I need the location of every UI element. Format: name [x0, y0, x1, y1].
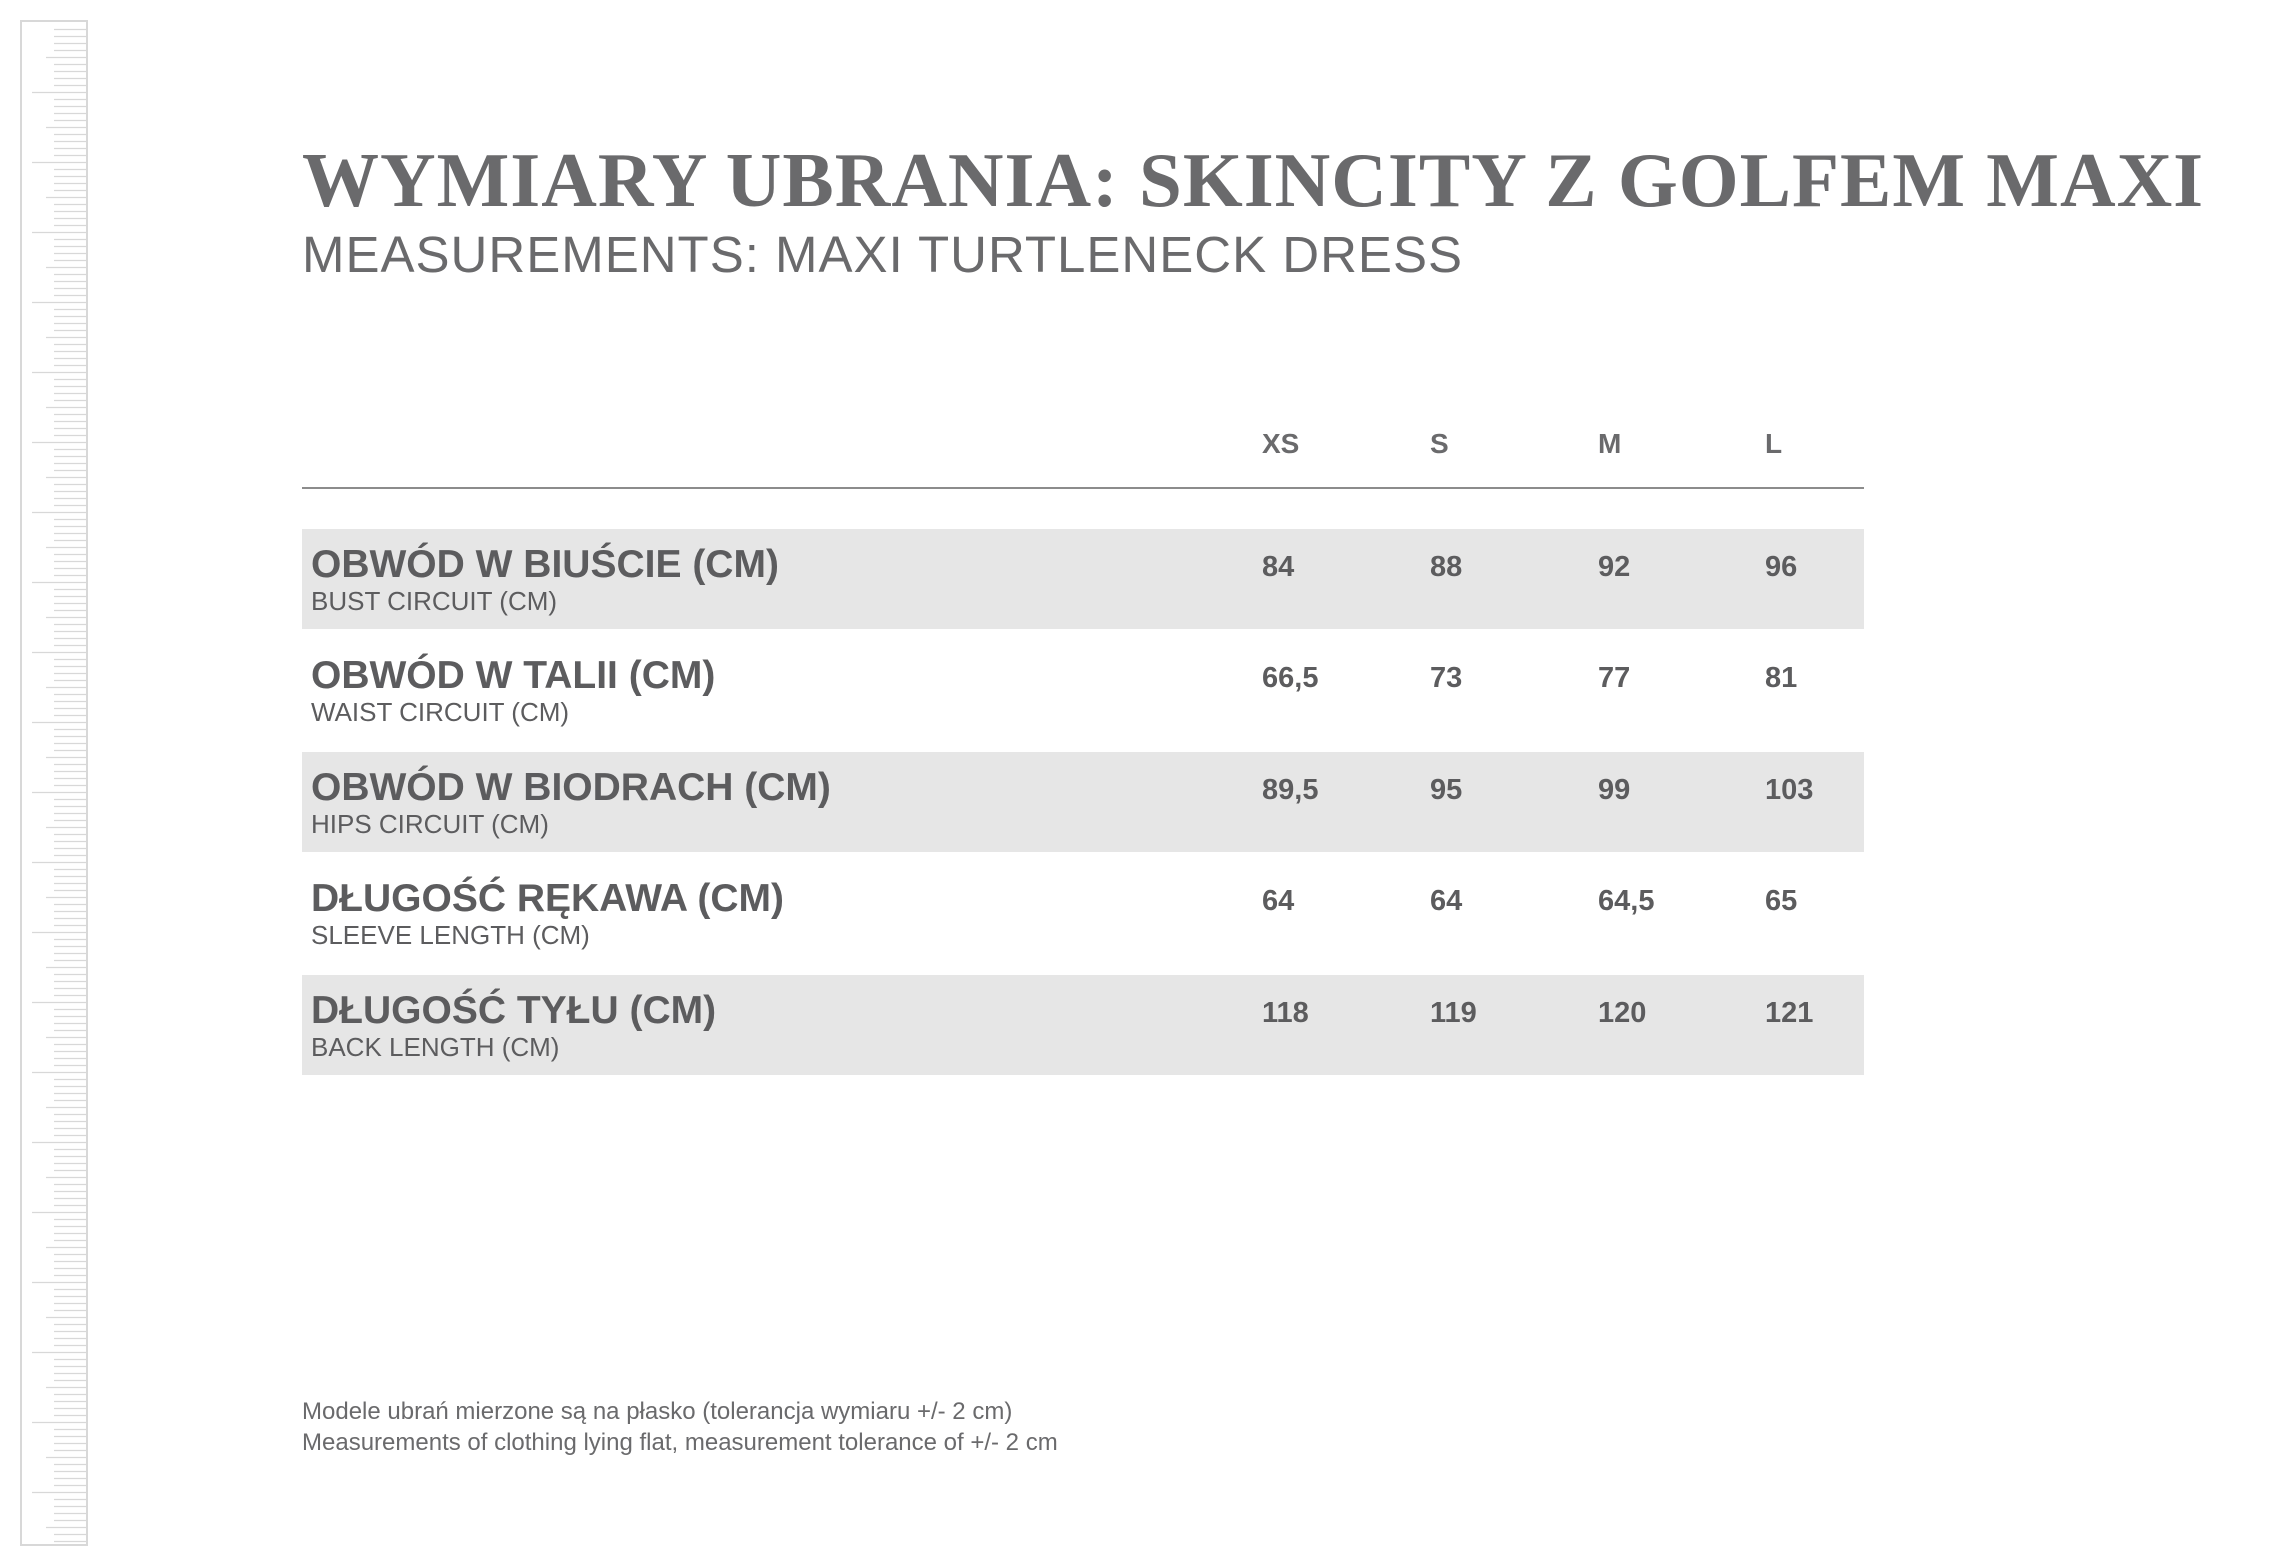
row-label-pl: OBWÓD W BIODRACH (CM) — [311, 766, 831, 809]
row-label-en: HIPS CIRCUIT (CM) — [311, 809, 549, 839]
size-header-s: S — [1430, 428, 1449, 459]
page-subtitle: MEASUREMENTS: MAXI TURTLENECK DRESS — [302, 226, 1463, 283]
footnote-en: Measurements of clothing lying flat, measurement tolerance of +/- 2 cm — [302, 1429, 1058, 1456]
table-row-back — [302, 975, 1864, 1075]
table-row-bust — [302, 529, 1864, 629]
table-row-hips — [302, 752, 1864, 852]
ruler-decoration — [20, 20, 88, 1546]
value-xs: 118 — [1262, 997, 1309, 1029]
value-m: 92 — [1598, 551, 1631, 583]
value-m: 64,5 — [1598, 885, 1655, 917]
row-label-pl: OBWÓD W BIUŚCIE (CM) — [311, 543, 779, 586]
row-label-en: BUST CIRCUIT (CM) — [311, 586, 558, 616]
header-divider — [302, 487, 1864, 489]
value-s: 95 — [1430, 774, 1463, 806]
row-label-en: SLEEVE LENGTH (CM) — [311, 920, 590, 950]
value-s: 64 — [1430, 885, 1463, 917]
value-s: 88 — [1430, 551, 1463, 583]
row-label-pl: OBWÓD W TALII (CM) — [311, 654, 716, 697]
row-label-pl: DŁUGOŚĆ RĘKAWA (CM) — [311, 877, 785, 920]
size-header-m: M — [1598, 428, 1622, 459]
value-xs: 84 — [1262, 551, 1295, 583]
value-l: 103 — [1765, 774, 1814, 806]
value-s: 119 — [1430, 997, 1477, 1029]
ruler-ticks — [22, 22, 86, 1544]
value-xs: 64 — [1262, 885, 1295, 917]
value-l: 96 — [1765, 551, 1798, 583]
value-xs: 89,5 — [1262, 774, 1319, 806]
value-l: 65 — [1765, 885, 1798, 917]
row-label-en: WAIST CIRCUIT (CM) — [311, 697, 570, 727]
value-m: 77 — [1598, 662, 1631, 694]
footnote-pl: Modele ubrań mierzone są na płasko (tolerancja wymiaru +/- 2 cm) — [302, 1398, 1013, 1425]
page-title: WYMIARY UBRANIA: SKINCITY Z GOLFEM MAXI — [302, 137, 2205, 223]
row-label-pl: DŁUGOŚĆ TYŁU (CM) — [311, 989, 717, 1032]
value-m: 99 — [1598, 774, 1631, 806]
size-header-l: L — [1765, 428, 1783, 459]
size-header-xs: XS — [1262, 428, 1300, 459]
value-l: 81 — [1765, 662, 1798, 694]
row-label-en: BACK LENGTH (CM) — [311, 1032, 560, 1062]
table-row-waist — [302, 640, 1864, 740]
value-l: 121 — [1765, 997, 1814, 1029]
table-row-sleeve — [302, 863, 1864, 963]
value-xs: 66,5 — [1262, 662, 1319, 694]
value-s: 73 — [1430, 662, 1463, 694]
value-m: 120 — [1598, 997, 1647, 1029]
